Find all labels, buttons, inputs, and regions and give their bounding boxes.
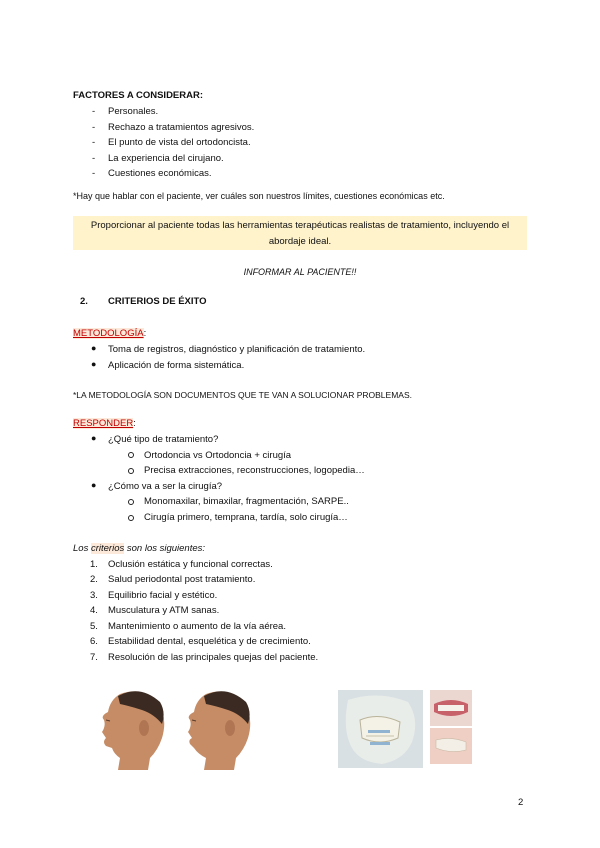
criterios-intro-post: son los siguientes:: [124, 543, 206, 554]
note-talk-patient: *Hay que hablar con el paciente, ver cuáles son nuestros límites, cuestiones económicas etc.: [73, 191, 445, 201]
criterio-number: 3.: [90, 590, 98, 601]
section-number: 2.: [80, 296, 88, 307]
bullet-icon: ●: [91, 359, 97, 369]
dash-marker: -: [92, 122, 96, 133]
criterio-number: 2.: [90, 574, 98, 585]
circle-bullet-icon: [128, 452, 134, 458]
factors-title: FACTORES A CONSIDERAR:: [73, 90, 204, 101]
factor-item: Cuestiones económicas.: [108, 168, 212, 179]
metodologia-item: Aplicación de forma sistemática.: [108, 360, 245, 371]
section-title: CRITERIOS DE ÉXITO: [108, 296, 207, 307]
metodologia-title: METODOLOGÍA: [73, 328, 144, 339]
highlight-line-1: Proporcionar al paciente todas las herramientas terapéuticas realistas de tratamiento, incluyendo el: [90, 220, 510, 231]
profile-head-image-2: [178, 688, 258, 770]
dash-marker: -: [92, 106, 96, 117]
criterio-text: Salud periodontal post tratamiento.: [108, 574, 256, 585]
factor-item: Personales.: [108, 106, 159, 117]
responder-subitem: Monomaxilar, bimaxilar, fragmentación, SARPE..: [144, 496, 349, 507]
circle-bullet-icon: [128, 499, 134, 505]
criterio-text: Equilibrio facial y estético.: [108, 590, 218, 601]
responder-subitem: Cirugía primero, temprana, tardía, solo cirugía…: [144, 512, 348, 523]
profile-head-image-1: [92, 688, 172, 770]
criterio-number: 1.: [90, 559, 98, 570]
bullet-icon: ●: [91, 433, 97, 443]
criterio-number: 6.: [90, 636, 98, 647]
responder-question-2: ¿Cómo va a ser la cirugía?: [108, 481, 223, 492]
page-number: 2: [518, 797, 524, 808]
criterio-text: Resolución de las principales quejas del paciente.: [108, 652, 319, 663]
teeth-photo-upper: [430, 690, 472, 726]
skull-surgery-image: [338, 690, 423, 768]
circle-bullet-icon: [128, 468, 134, 474]
teeth-photo-lower: [430, 728, 472, 764]
circle-bullet-icon: [128, 515, 134, 521]
metodologia-colon: :: [143, 328, 147, 339]
criterio-text: Estabilidad dental, esquelética y de crecimiento.: [108, 636, 311, 647]
criterios-intro: [73, 543, 205, 554]
note-methodology: *LA METODOLOGÍA SON DOCUMENTOS QUE TE VAN A SOLUCIONAR PROBLEMAS.: [73, 390, 412, 400]
criterio-text: Mantenimiento o aumento de la vía aérea.: [108, 621, 286, 632]
metodologia-item: Toma de registros, diagnóstico y planificación de tratamiento.: [108, 344, 366, 355]
criterios-keyword: criterios: [90, 543, 125, 554]
responder-heading: [73, 418, 136, 429]
criterio-text: Oclusión estática y funcional correctas.: [108, 559, 273, 570]
bullet-icon: ●: [91, 480, 97, 490]
dash-marker: -: [92, 168, 96, 179]
criterio-number: 5.: [90, 621, 98, 632]
responder-question-1: ¿Qué tipo de tratamiento?: [108, 434, 219, 445]
dash-marker: -: [92, 153, 96, 164]
dash-marker: -: [92, 137, 96, 148]
responder-title: RESPONDER: [73, 418, 134, 429]
criterio-text: Musculatura y ATM sanas.: [108, 605, 220, 616]
factor-item: El punto de vista del ortodoncista.: [108, 137, 251, 148]
metodologia-heading: [73, 328, 146, 339]
factor-item: La experiencia del cirujano.: [108, 153, 224, 164]
criterio-number: 4.: [90, 605, 98, 616]
responder-subitem: Ortodoncia vs Ortodoncia + cirugía: [144, 450, 292, 461]
factor-item: Rechazo a tratamientos agresivos.: [108, 122, 255, 133]
responder-colon: :: [133, 418, 136, 429]
inform-patient-note: INFORMAR AL PACIENTE!!: [243, 267, 357, 277]
responder-subitem: Precisa extracciones, reconstrucciones, logopedia…: [144, 465, 365, 476]
criterio-number: 7.: [90, 652, 98, 663]
criterios-intro-pre: Los: [73, 543, 91, 554]
highlight-line-2: abordaje ideal.: [268, 236, 332, 247]
bullet-icon: ●: [91, 343, 97, 353]
